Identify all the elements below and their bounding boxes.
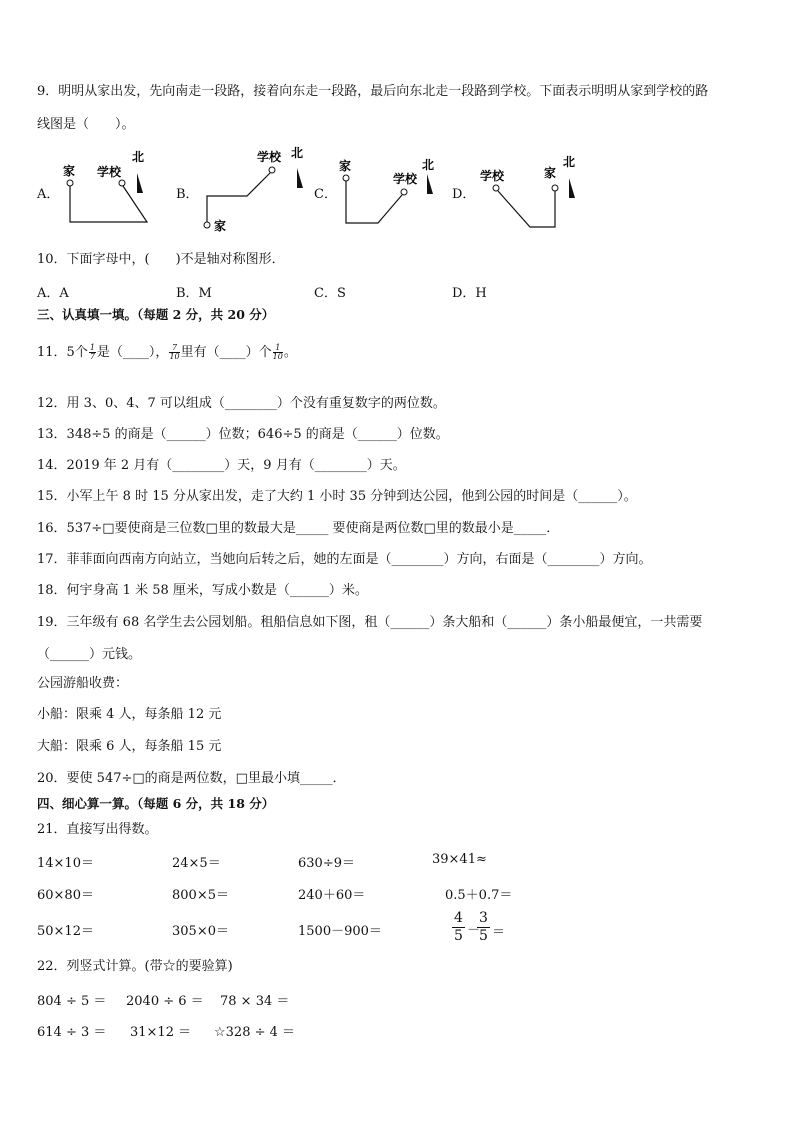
q11-fraction-3: $\frac{1}{10}$ — [272, 343, 283, 361]
q21-r1-c2: 24×5＝ — [172, 856, 221, 871]
q10-text: 10．下面字母中，( )不是轴对称图形． — [37, 252, 285, 267]
q9-option-a-diagram[interactable] — [55, 145, 165, 235]
q16: 16．537÷□要使商是三位数□里的数最大是_____ 要使商是两位数□里的数最小是_____． — [37, 521, 560, 536]
q9-option-a-label[interactable]: A． — [37, 187, 60, 202]
q22-r1-c3: 78 × 34 ＝ — [220, 994, 290, 1009]
route-line — [346, 181, 402, 223]
q20: 20．要使 547÷□的商是两位数，□里最小填_____． — [37, 771, 346, 786]
section-3-heading: 三、认真填一填。（每题 2 分，共 20 分） — [37, 307, 275, 322]
q15: 15．小军上午 8 时 15 分从家出发，走了大约 1 小时 35 分钟到达公园，他到公园的时间是（______）。 — [37, 489, 637, 504]
q11-part2: 是（____）， — [96, 345, 169, 360]
q11-fraction-1: $\frac{1}{7}$ — [89, 343, 95, 361]
north-label: 北 — [422, 158, 435, 172]
q21-r2-c3: 240＋60＝ — [298, 888, 366, 903]
q19-info-title: 公园游船收费： — [37, 676, 129, 691]
q10-option-a[interactable]: A．A — [37, 286, 69, 301]
home-label: 家 — [544, 166, 557, 180]
home-point — [204, 222, 210, 228]
route-line — [70, 186, 147, 222]
north-label: 北 — [563, 155, 576, 169]
school-point — [269, 167, 275, 173]
home-label: 家 — [214, 219, 227, 233]
q9-option-c-label[interactable]: C． — [314, 187, 337, 202]
q10-option-c[interactable]: C．S — [314, 286, 346, 301]
north-label: 北 — [291, 146, 304, 160]
school-label: 学校 — [257, 150, 282, 164]
q22-r1-c2: 2040 ÷ 6 ＝ — [126, 994, 204, 1009]
q11-part3: 里有（____）个 — [180, 345, 272, 360]
q9-line1: 9．明明从家出发，先向南走一段路，接着向东走一段路，最后向东北走一段路到学校。下面表示明明从家到学校的路 — [37, 84, 709, 99]
section-4-heading: 四、细心算一算。（每题 6 分，共 18 分） — [37, 796, 275, 811]
q22-title: 22．列竖式计算。(带☆的要验算) — [37, 959, 233, 974]
q19-line1: 19．三年级有 68 名学生去公园划船。租船信息如下图，租（______）条大船和（______）条小船最便宜，一共需要 — [37, 615, 703, 630]
q21-r3-c1: 50×12＝ — [37, 924, 94, 939]
north-arrow-icon — [137, 173, 143, 193]
school-label: 学校 — [97, 165, 122, 179]
q13: 13．348÷5 的商是（______）位数；646÷5 的商是（______）位数。 — [37, 427, 449, 442]
q21-r1-c4: 39×41≈ — [432, 852, 487, 867]
school-point — [493, 185, 499, 191]
q21-fraction-equals: ＝ — [492, 925, 506, 940]
q19-line2: （______）元钱。 — [37, 647, 142, 662]
q22-r1-c1: 804 ÷ 5 ＝ — [37, 994, 107, 1009]
school-point — [119, 180, 125, 186]
home-point — [552, 185, 558, 191]
home-point — [67, 180, 73, 186]
q21-fraction-b: $\frac{3}{5}$ — [479, 910, 488, 944]
q9-option-d-label[interactable]: D． — [452, 187, 476, 202]
q17: 17．菲菲面向西南方向站立，当她向后转之后，她的左面是（________）方向，右面是（________）方向。 — [37, 552, 652, 567]
q12: 12．用 3、0、4、7 可以组成（________）个没有重复数字的两位数。 — [37, 396, 446, 411]
q9-option-b-diagram[interactable] — [195, 140, 315, 240]
home-point — [343, 175, 349, 181]
q21-r2-c1: 60×80＝ — [37, 888, 94, 903]
q11-part1: 11．5个 — [37, 345, 88, 360]
school-label: 学校 — [480, 169, 505, 183]
q21-fraction-operator: － — [467, 923, 481, 938]
q21-r2-c4: 0.5＋0.7＝ — [445, 888, 513, 903]
home-label: 家 — [63, 164, 76, 178]
q14: 14．2019 年 2 月有（________）天，9 月有（________）天。 — [37, 458, 406, 473]
home-label: 家 — [339, 159, 352, 173]
q19-small-boat: 小船：限乘 4 人，每条船 12 元 — [37, 707, 222, 722]
school-label: 学校 — [393, 172, 418, 186]
q9-option-c-diagram[interactable] — [333, 150, 443, 235]
north-arrow-icon — [569, 178, 575, 198]
north-arrow-icon — [427, 174, 433, 194]
school-point — [401, 189, 407, 195]
q9-line2: 线图是（ ）。 — [37, 117, 135, 132]
route-line — [498, 191, 555, 227]
q9-option-b-label[interactable]: B． — [176, 187, 199, 202]
q21-r3-c3: 1500－900＝ — [298, 924, 382, 939]
q22-r2-c3: ☆328 ÷ 4 ＝ — [214, 1025, 296, 1040]
q21-r3-c2: 305×0＝ — [172, 924, 229, 939]
north-label: 北 — [132, 150, 145, 164]
q19-big-boat: 大船：限乘 6 人，每条船 15 元 — [37, 739, 222, 754]
q10-option-d[interactable]: D．H — [452, 286, 487, 301]
q11 — [37, 344, 297, 362]
north-arrow-icon — [297, 168, 303, 188]
q9-option-d-diagram[interactable] — [472, 150, 587, 235]
q10-option-b[interactable]: B．M — [176, 286, 212, 301]
q22-r2-c2: 31×12 ＝ — [130, 1025, 192, 1040]
q11-part4: 。 — [283, 345, 297, 360]
q18: 18．何宇身高 1 米 58 厘米，写成小数是（______）米。 — [37, 583, 368, 598]
q21-r1-c1: 14×10＝ — [37, 856, 94, 871]
q21-r1-c3: 630÷9＝ — [298, 856, 355, 871]
q22-r2-c1: 614 ÷ 3 ＝ — [37, 1025, 107, 1040]
q11-fraction-2: $\frac{7}{10}$ — [169, 343, 180, 361]
q21-title: 21．直接写出得数。 — [37, 822, 158, 837]
q21-fraction-a: $\frac{4}{5}$ — [454, 910, 463, 944]
q21-r2-c2: 800×5＝ — [172, 888, 229, 903]
route-line — [207, 173, 270, 222]
